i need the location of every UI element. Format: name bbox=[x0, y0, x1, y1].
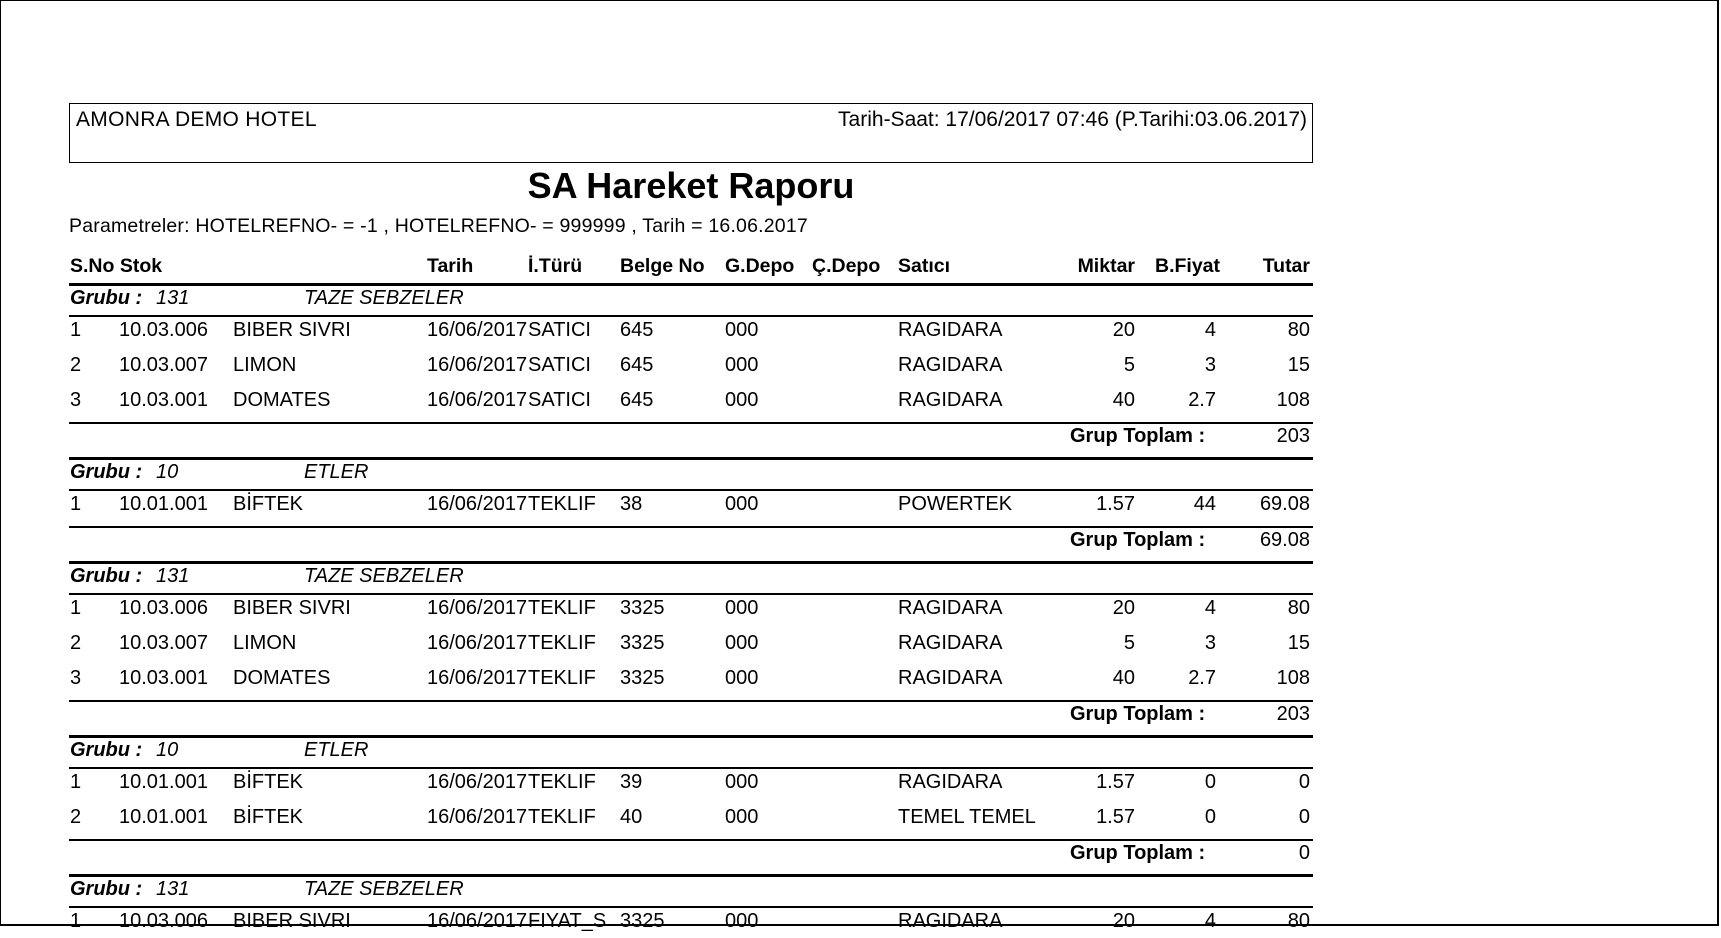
group-header bbox=[69, 287, 1313, 313]
col-giris-depo: G.Depo bbox=[725, 255, 795, 277]
stock-name: BİFTEK bbox=[233, 493, 304, 515]
transaction-type: TEKLIF bbox=[528, 771, 596, 793]
unit-price: 0 bbox=[1204, 806, 1216, 828]
document-no: 3325 bbox=[620, 667, 665, 689]
stock-name: BİFTEK bbox=[233, 771, 304, 793]
row-sno: 1 bbox=[70, 493, 82, 515]
quantity: 5 bbox=[1123, 632, 1135, 654]
unit-price: 44 bbox=[1193, 493, 1216, 515]
stock-code: 10.03.001 bbox=[119, 389, 208, 411]
document-no: 40 bbox=[620, 806, 643, 828]
group-total-value: 69.08 bbox=[1259, 529, 1310, 551]
divider bbox=[69, 839, 1313, 841]
row-date: 16/06/2017 bbox=[427, 910, 527, 932]
transaction-type: FIYAT_S bbox=[528, 910, 607, 932]
document-no: 38 bbox=[620, 493, 643, 515]
transaction-type: SATICI bbox=[528, 354, 591, 376]
in-warehouse: 000 bbox=[725, 806, 759, 828]
amount: 108 bbox=[1276, 667, 1310, 689]
unit-price: 4 bbox=[1204, 910, 1216, 932]
row-sno: 3 bbox=[70, 389, 82, 411]
supplier: RAGIDARA bbox=[898, 597, 1003, 619]
quantity: 20 bbox=[1112, 910, 1135, 932]
row-sno: 1 bbox=[70, 319, 82, 341]
row-sno: 1 bbox=[70, 597, 82, 619]
group-total-row bbox=[69, 842, 1313, 868]
row-sno: 3 bbox=[70, 667, 82, 689]
in-warehouse: 000 bbox=[725, 632, 759, 654]
transaction-type: SATICI bbox=[528, 389, 591, 411]
col-tarih: Tarih bbox=[427, 255, 474, 277]
divider bbox=[69, 767, 1313, 769]
amount: 69.08 bbox=[1259, 493, 1310, 515]
transaction-type: TEKLIF bbox=[528, 667, 596, 689]
quantity: 1.57 bbox=[1096, 806, 1135, 828]
row-sno: 2 bbox=[70, 354, 82, 376]
divider bbox=[69, 422, 1313, 424]
hotel-name: AMONRA DEMO HOTEL bbox=[76, 108, 317, 131]
quantity: 20 bbox=[1112, 319, 1135, 341]
divider bbox=[69, 735, 1313, 738]
stock-name: BIBER SIVRI bbox=[233, 597, 351, 619]
unit-price: 4 bbox=[1204, 597, 1216, 619]
divider bbox=[69, 526, 1313, 528]
in-warehouse: 000 bbox=[725, 354, 759, 376]
quantity: 1.57 bbox=[1096, 493, 1135, 515]
table-row bbox=[69, 389, 1313, 417]
group-name: ETLER bbox=[304, 739, 369, 761]
transaction-type: TEKLIF bbox=[528, 597, 596, 619]
row-date: 16/06/2017 bbox=[427, 389, 527, 411]
group-total-value: 0 bbox=[1298, 842, 1310, 864]
group-number: 131 bbox=[156, 878, 190, 900]
group-header bbox=[69, 565, 1313, 591]
amount: 80 bbox=[1287, 319, 1310, 341]
unit-price: 2.7 bbox=[1188, 389, 1216, 411]
stock-code: 10.01.001 bbox=[119, 493, 208, 515]
row-date: 16/06/2017 bbox=[427, 319, 527, 341]
amount: 0 bbox=[1298, 771, 1310, 793]
group-total-row bbox=[69, 425, 1313, 451]
group-number: 131 bbox=[156, 565, 190, 587]
group-name: TAZE SEBZELER bbox=[304, 287, 464, 309]
amount: 80 bbox=[1287, 597, 1310, 619]
amount: 15 bbox=[1287, 354, 1310, 376]
supplier: RAGIDARA bbox=[898, 771, 1003, 793]
stock-name: BİFTEK bbox=[233, 806, 304, 828]
divider bbox=[69, 315, 1313, 317]
stock-name: BIBER SIVRI bbox=[233, 319, 351, 341]
document-no: 39 bbox=[620, 771, 643, 793]
unit-price: 2.7 bbox=[1188, 667, 1216, 689]
stock-name: DOMATES bbox=[233, 667, 331, 689]
table-row bbox=[69, 806, 1313, 834]
document-no: 3325 bbox=[620, 910, 665, 932]
in-warehouse: 000 bbox=[725, 771, 759, 793]
stock-code: 10.03.006 bbox=[119, 910, 208, 932]
group-total-label: Grup Toplam : bbox=[1070, 529, 1206, 551]
quantity: 5 bbox=[1123, 354, 1135, 376]
quantity: 40 bbox=[1112, 667, 1135, 689]
unit-price: 0 bbox=[1204, 771, 1216, 793]
row-sno: 2 bbox=[70, 632, 82, 654]
in-warehouse: 000 bbox=[725, 667, 759, 689]
quantity: 40 bbox=[1112, 389, 1135, 411]
stock-name: LIMON bbox=[233, 632, 297, 654]
document-no: 645 bbox=[620, 389, 654, 411]
divider bbox=[69, 906, 1313, 908]
row-date: 16/06/2017 bbox=[427, 632, 527, 654]
stock-code: 10.01.001 bbox=[119, 771, 208, 793]
col-islem-turu: İ.Türü bbox=[528, 255, 583, 277]
in-warehouse: 000 bbox=[725, 493, 759, 515]
supplier: RAGIDARA bbox=[898, 632, 1003, 654]
group-total-label: Grup Toplam : bbox=[1070, 425, 1206, 447]
document-no: 3325 bbox=[620, 597, 665, 619]
amount: 108 bbox=[1276, 389, 1310, 411]
document-no: 645 bbox=[620, 319, 654, 341]
group-number: 131 bbox=[156, 287, 190, 309]
col-miktar: Miktar bbox=[1077, 255, 1135, 277]
group-label: Grubu : bbox=[70, 287, 143, 309]
stock-name: DOMATES bbox=[233, 389, 331, 411]
report-parameters: Parametreler: HOTELREFNO- = -1 , HOTELREFNO- = 999999 , Tarih = 16.06.2017 bbox=[69, 215, 808, 237]
divider bbox=[69, 700, 1313, 702]
col-tutar: Tutar bbox=[1262, 255, 1310, 277]
stock-code: 10.03.007 bbox=[119, 354, 208, 376]
row-date: 16/06/2017 bbox=[427, 771, 527, 793]
unit-price: 4 bbox=[1204, 319, 1216, 341]
transaction-type: TEKLIF bbox=[528, 632, 596, 654]
unit-price: 3 bbox=[1204, 354, 1216, 376]
in-warehouse: 000 bbox=[725, 597, 759, 619]
supplier: TEMEL TEMEL bbox=[898, 806, 1036, 828]
stock-name: LIMON bbox=[233, 354, 297, 376]
print-datetime: Tarih-Saat: 17/06/2017 07:46 (P.Tarihi:03.06.2017) bbox=[838, 108, 1307, 131]
row-date: 16/06/2017 bbox=[427, 354, 527, 376]
table-row bbox=[69, 597, 1313, 625]
document-no: 645 bbox=[620, 354, 654, 376]
in-warehouse: 000 bbox=[725, 389, 759, 411]
group-label: Grubu : bbox=[70, 878, 143, 900]
unit-price: 3 bbox=[1204, 632, 1216, 654]
stock-code: 10.01.001 bbox=[119, 806, 208, 828]
report-title: SA Hareket Raporu bbox=[527, 165, 855, 206]
group-header bbox=[69, 878, 1313, 904]
document-no: 3325 bbox=[620, 632, 665, 654]
table-row bbox=[69, 354, 1313, 382]
row-date: 16/06/2017 bbox=[427, 667, 527, 689]
row-sno: 2 bbox=[70, 806, 82, 828]
table-row bbox=[69, 910, 1313, 938]
divider bbox=[69, 874, 1313, 877]
group-total-label: Grup Toplam : bbox=[1070, 703, 1206, 725]
transaction-type: TEKLIF bbox=[528, 493, 596, 515]
group-label: Grubu : bbox=[70, 461, 143, 483]
in-warehouse: 000 bbox=[725, 910, 759, 932]
amount: 15 bbox=[1287, 632, 1310, 654]
divider bbox=[69, 489, 1313, 491]
row-sno: 1 bbox=[70, 910, 82, 932]
in-warehouse: 000 bbox=[725, 319, 759, 341]
col-sno-stok: S.No Stok bbox=[70, 255, 163, 277]
group-name: TAZE SEBZELER bbox=[304, 878, 464, 900]
col-cikis-depo: Ç.Depo bbox=[812, 255, 881, 277]
supplier: RAGIDARA bbox=[898, 354, 1003, 376]
column-header-row bbox=[69, 255, 1313, 283]
group-label: Grubu : bbox=[70, 739, 143, 761]
amount: 80 bbox=[1287, 910, 1310, 932]
group-number: 10 bbox=[156, 739, 179, 761]
group-name: TAZE SEBZELER bbox=[304, 565, 464, 587]
row-sno: 1 bbox=[70, 771, 82, 793]
group-total-value: 203 bbox=[1276, 703, 1310, 725]
transaction-type: TEKLIF bbox=[528, 806, 596, 828]
quantity: 20 bbox=[1112, 597, 1135, 619]
group-total-value: 203 bbox=[1276, 425, 1310, 447]
supplier: RAGIDARA bbox=[898, 667, 1003, 689]
group-total-row bbox=[69, 529, 1313, 555]
group-header bbox=[69, 739, 1313, 765]
table-row bbox=[69, 632, 1313, 660]
group-header bbox=[69, 461, 1313, 487]
divider bbox=[69, 593, 1313, 595]
stock-code: 10.03.006 bbox=[119, 597, 208, 619]
table-row bbox=[69, 493, 1313, 521]
divider bbox=[69, 457, 1313, 460]
quantity: 1.57 bbox=[1096, 771, 1135, 793]
divider bbox=[69, 561, 1313, 564]
group-number: 10 bbox=[156, 461, 179, 483]
supplier: RAGIDARA bbox=[898, 319, 1003, 341]
row-date: 16/06/2017 bbox=[427, 493, 527, 515]
supplier: POWERTEK bbox=[898, 493, 1013, 515]
supplier: RAGIDARA bbox=[898, 910, 1003, 932]
stock-code: 10.03.001 bbox=[119, 667, 208, 689]
table-row bbox=[69, 771, 1313, 799]
row-date: 16/06/2017 bbox=[427, 597, 527, 619]
col-birim-fiyat: B.Fiyat bbox=[1154, 255, 1220, 277]
amount: 0 bbox=[1298, 806, 1310, 828]
stock-code: 10.03.007 bbox=[119, 632, 208, 654]
transaction-type: SATICI bbox=[528, 319, 591, 341]
col-satici: Satıcı bbox=[898, 255, 951, 277]
group-total-label: Grup Toplam : bbox=[1070, 842, 1206, 864]
group-total-row bbox=[69, 703, 1313, 729]
group-name: ETLER bbox=[304, 461, 369, 483]
row-date: 16/06/2017 bbox=[427, 806, 527, 828]
table-row bbox=[69, 667, 1313, 695]
divider bbox=[69, 283, 1313, 286]
stock-name: BIBER SIVRI bbox=[233, 910, 351, 932]
col-belge-no: Belge No bbox=[620, 255, 705, 277]
stock-code: 10.03.006 bbox=[119, 319, 208, 341]
report-header-box bbox=[69, 103, 1313, 163]
table-row bbox=[69, 319, 1313, 347]
group-label: Grubu : bbox=[70, 565, 143, 587]
supplier: RAGIDARA bbox=[898, 389, 1003, 411]
